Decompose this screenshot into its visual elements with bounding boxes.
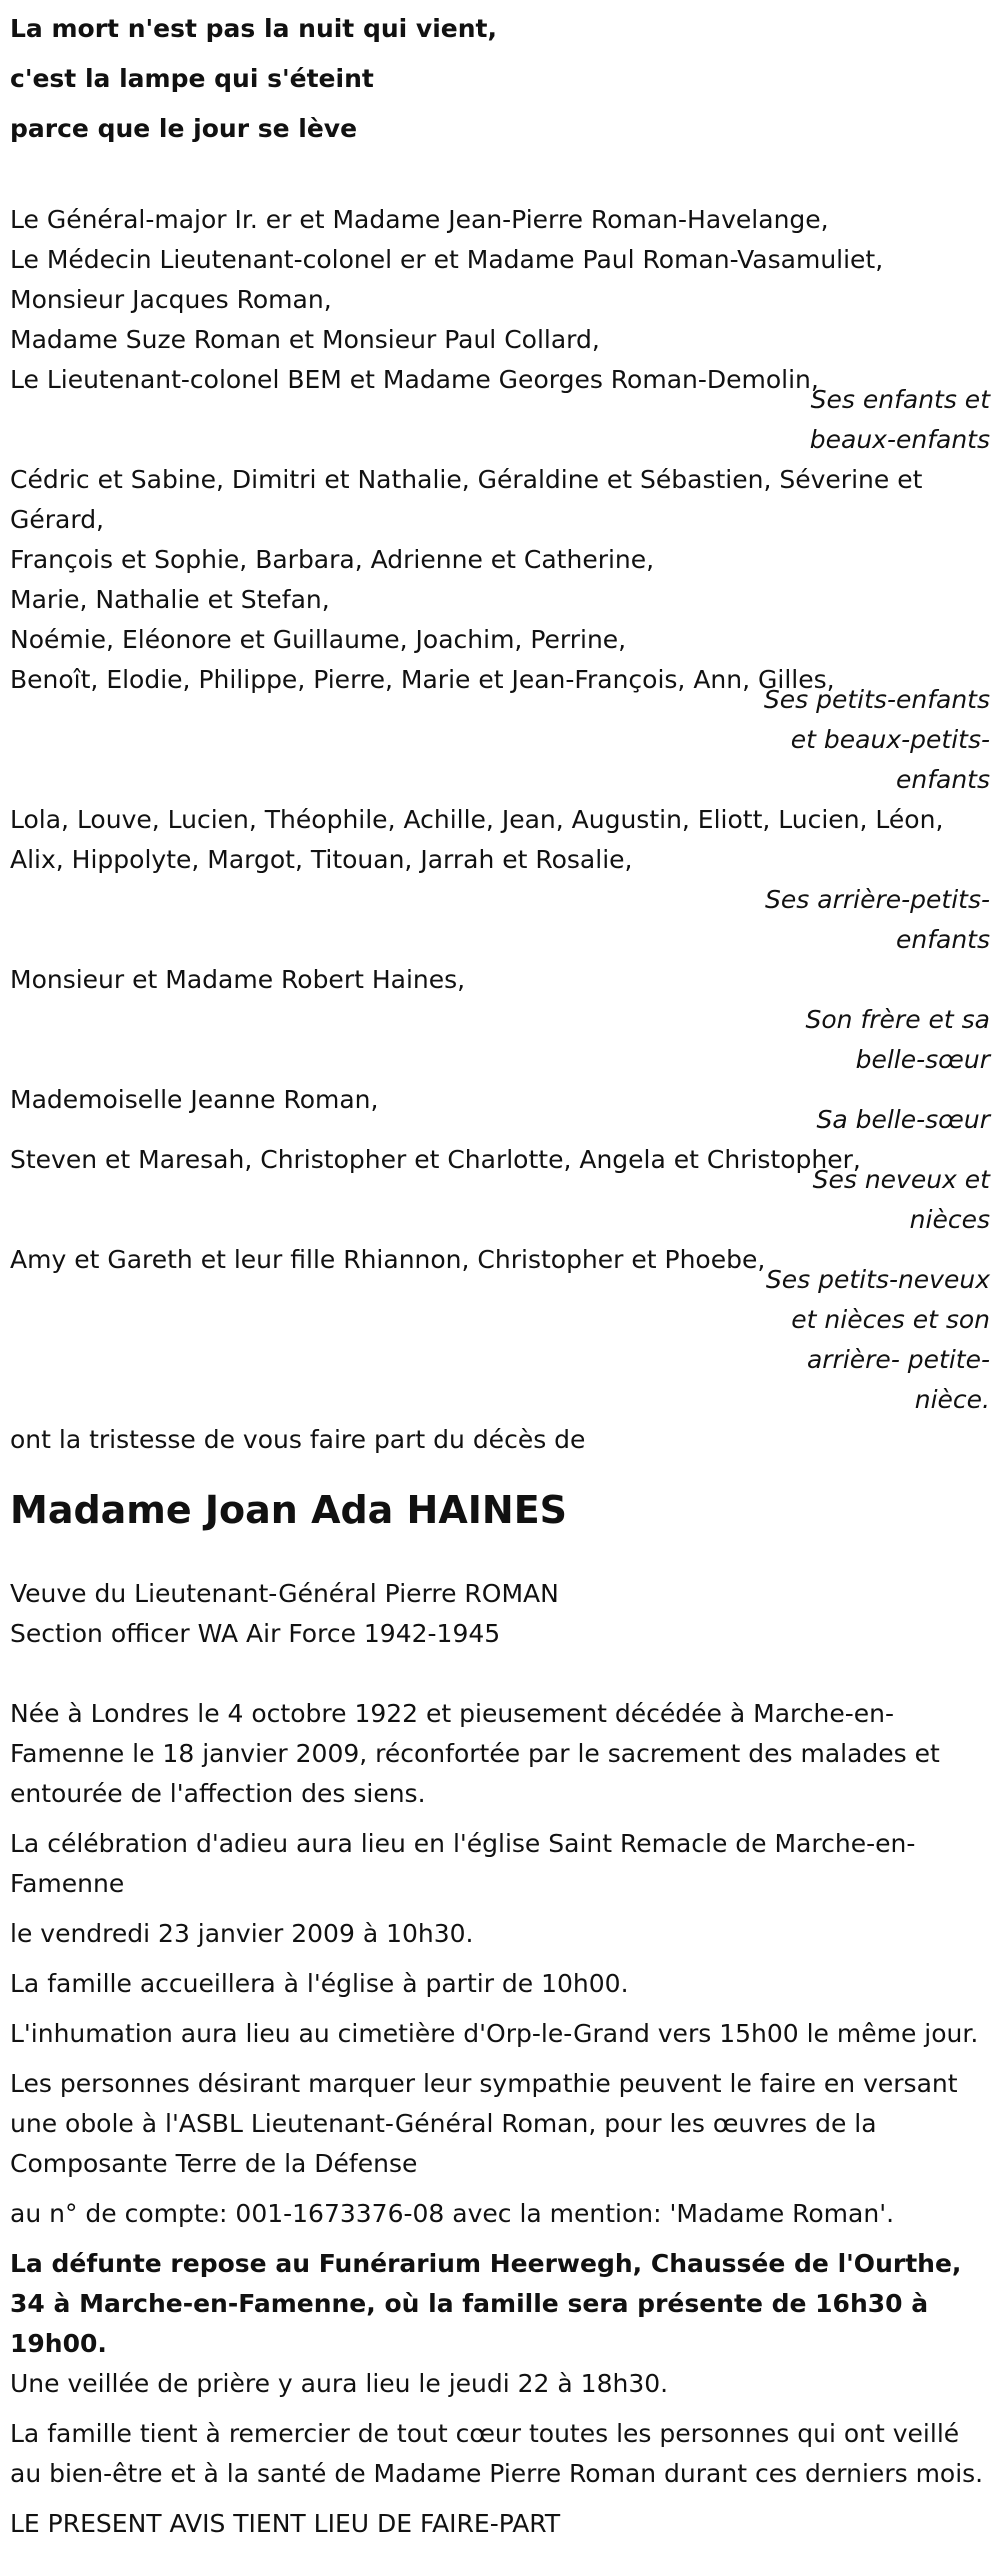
relation-label: Son frère et sa belle-sœur [805,1005,990,1074]
family-line: Noémie, Eléonore et Guillaume, Joachim, Perrine, [10,625,627,654]
relation-label: Sa belle-sœur [816,1105,990,1134]
family-line: Alix, Hippolyte, Margot, Titouan, Jarrah et Rosalie, [10,845,633,874]
brother-group [10,960,990,1080]
closing-line: LE PRESENT AVIS TIENT LIEU DE FAIRE-PART [10,2509,561,2538]
relation-label: Ses neveux et nièces [812,1165,990,1234]
poem-line: parce que le jour se lève [10,114,358,143]
family-line: Benoît, Elodie, Philippe, Pierre, Marie et Jean-François, Ann, Gilles, [10,665,835,694]
family-line: Lola, Louve, Lucien, Théophile, Achille, Jean, Augustin, Eliott, Lucien, Léon, [10,805,944,834]
donation-paragraph: Les personnes désirant marquer leur sympathie peuvent le faire en versant une obole à l'ASBL Lieutenant-Général Roman, pour les œuvres de la Composante Terre de la Défense [10,2069,958,2178]
family-line: Le Médecin Lieutenant-colonel er et Madame Paul Roman-Vasamuliet, [10,245,884,274]
family-line: Le Général-major Ir. er et Madame Jean-Pierre Roman-Havelange, [10,205,829,234]
family-line: Marie, Nathalie et Stefan, [10,585,330,614]
relation-label: Ses enfants et beaux-enfants [809,385,990,454]
burial-paragraph: L'inhumation aura lieu au cimetière d'Orp-le-Grand vers 15h00 le même jour. [10,2019,979,2048]
ceremony-paragraph: La célébration d'adieu aura lieu en l'église Saint Remacle de Marche-en-Famenne [10,1829,916,1898]
ceremony-date: le vendredi 23 janvier 2009 à 10h30. [10,1919,474,1948]
nephews-group [10,1140,990,1240]
relation-label: Ses arrière-petits-enfants [765,885,990,954]
widow-line: Veuve du Lieutenant-Général Pierre ROMAN [10,1579,559,1608]
obituary-page [0,4,1000,2574]
relation-label: Ses petits-neveux et nièces et son arrière- petite-nièce. [765,1265,990,1414]
poem-line: La mort n'est pas la nuit qui vient, [10,14,497,43]
family-line: Amy et Gareth et leur fille Rhiannon, Christopher et Phoebe, [10,1245,766,1274]
family-line: Monsieur et Madame Robert Haines, [10,965,466,994]
grandnephews-group [10,1240,990,1420]
deceased-name: Madame Joan Ada HAINES [10,1488,568,1532]
family-line: Madame Suze Roman et Monsieur Paul Collard, [10,325,600,354]
welcome-paragraph: La famille accueillera à l'église à partir de 10h00. [10,1969,629,1998]
family-line: Mademoiselle Jeanne Roman, [10,1085,379,1114]
family-line: Gérard, [10,505,105,534]
poem-line: c'est la lampe qui s'éteint [10,64,374,93]
family-line: Le Lieutenant-colonel BEM et Madame Georges Roman-Demolin, [10,365,819,394]
sister-in-law-group [10,1080,990,1140]
family-line: Steven et Maresah, Christopher et Charlotte, Angela et Christopher, [10,1145,861,1174]
grandchildren-group [10,460,990,800]
funerarium-paragraph: La défunte repose au Funérarium Heerwegh, Chaussée de l'Ourthe, 34 à Marche-en-Famenne, où la famille sera présente de 16h30 à 19h00. [10,2249,962,2358]
family-line: Cédric et Sabine, Dimitri et Nathalie, Géraldine et Sébastien, Séverine et [10,465,923,494]
poem [10,4,990,154]
birth-death-paragraph: Née à Londres le 4 octobre 1922 et pieusement décédée à Marche-en-Famenne le 18 janvier 2009, réconfortée par le sacrement des malades et entourée de l'affection des siens. [10,1699,940,1808]
vigil-paragraph: Une veillée de prière y aura lieu le jeudi 22 à 18h30. [10,2369,669,2398]
thanks-paragraph: La famille tient à remercier de tout cœur toutes les personnes qui ont veillé au bien-être et à la santé de Madame Pierre Roman durant ces derniers mois. [10,2419,984,2488]
announcement: ont la tristesse de vous faire part du décès de [10,1425,586,1454]
great-grandchildren-group [10,800,990,960]
account-paragraph: au n° de compte: 001-1673376-08 avec la mention: 'Madame Roman'. [10,2199,895,2228]
service-line: Section officer WA Air Force 1942-1945 [10,1619,501,1648]
family-line: François et Sophie, Barbara, Adrienne et Catherine, [10,545,655,574]
children-group [10,200,990,460]
family-line: Monsieur Jacques Roman, [10,285,332,314]
relation-label: Ses petits-enfants et beaux-petits-enfants [763,685,990,794]
